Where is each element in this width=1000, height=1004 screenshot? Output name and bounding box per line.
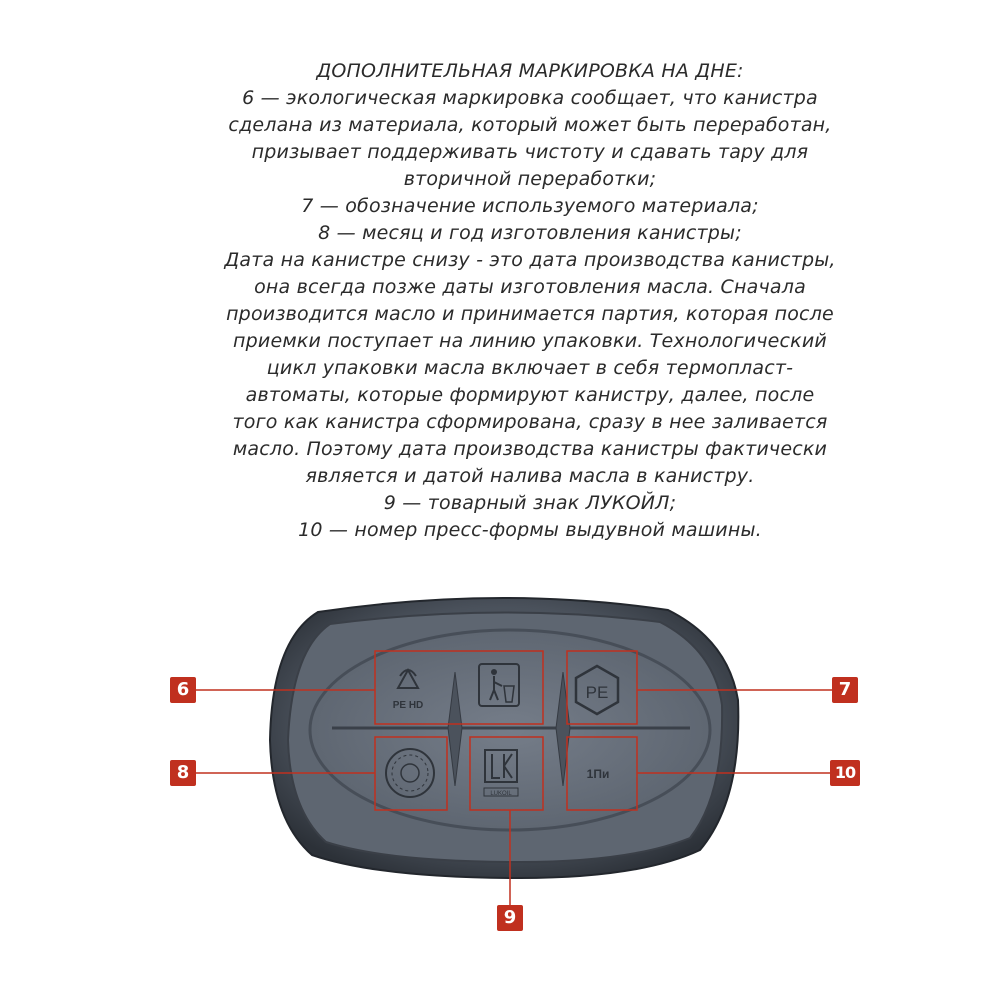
text-line: 7 — обозначение используемого материала; bbox=[301, 195, 759, 217]
canister-bottom-drawing bbox=[0, 580, 1000, 1000]
text-line: 10 — номер пресс-формы выдувной машины. bbox=[298, 519, 762, 541]
callout-label-8: 8 bbox=[170, 760, 196, 786]
text-line: она всегда позже даты изготовления масла. Сначала bbox=[254, 276, 806, 298]
text-line: является и датой налива масла в канистру. bbox=[305, 465, 755, 487]
text-line: сделана из материала, который может быть переработан, bbox=[228, 114, 832, 136]
description-text bbox=[140, 58, 920, 544]
callout-label-9: 9 bbox=[497, 905, 523, 931]
text-line: приемки поступает на линию упаковки. Технологический bbox=[233, 330, 827, 352]
text-line: того как канистра сформирована, сразу в нее заливается bbox=[232, 411, 828, 433]
brand-mark-text: LUKOIL bbox=[490, 791, 512, 797]
recycling-code-text: PE HD bbox=[392, 700, 424, 711]
mold-number-text: 1Пи bbox=[586, 767, 610, 781]
text-line: 8 — месяц и год изготовления канистры; bbox=[318, 222, 742, 244]
text-line: 6 — экологическая маркировка сообщает, что канистра bbox=[242, 87, 818, 109]
callout-label-7: 7 bbox=[832, 677, 858, 703]
text-line: призывает поддерживать чистоту и сдавать тару для bbox=[251, 141, 809, 163]
text-line: цикл упаковки масла включает в себя термопласт- bbox=[266, 357, 794, 379]
text-line: производится масло и принимается партия, которая после bbox=[226, 303, 834, 325]
callout-label-10: 10 bbox=[830, 760, 860, 786]
text-line: Дата на канистре снизу - это дата производства канистры, bbox=[224, 249, 836, 271]
canister-bottom-figure bbox=[0, 580, 1000, 1000]
material-code-text: PE bbox=[585, 683, 609, 702]
text-line: автоматы, которые формируют канистру, далее, после bbox=[245, 384, 815, 406]
text-line: 9 — товарный знак ЛУКОЙЛ; bbox=[383, 492, 677, 514]
text-line: вторичной переработки; bbox=[403, 168, 657, 190]
text-line: масло. Поэтому дата производства канистры фактически bbox=[232, 438, 828, 460]
canister-inner-oval bbox=[310, 630, 710, 830]
callout-label-6: 6 bbox=[170, 677, 196, 703]
text-line: ДОПОЛНИТЕЛЬНАЯ МАРКИРОВКА НА ДНЕ: bbox=[316, 60, 744, 82]
